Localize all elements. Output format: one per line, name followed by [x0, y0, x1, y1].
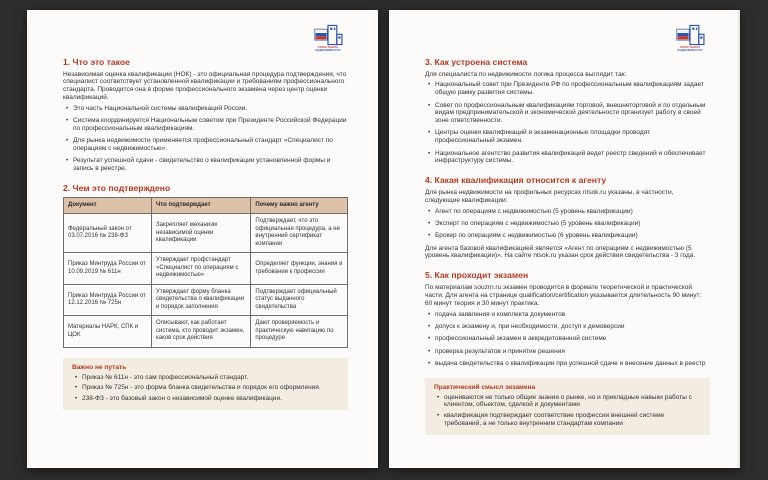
section-4-title: 4. Какая квалификация относится к агенту — [425, 175, 607, 186]
table-cell: Приказ Минтруда России от 12.12.2016 № 725н — [64, 284, 152, 316]
page-left-content — [27, 10, 378, 410]
table-cell: Дают проверяемость и практическую навигацию по процедуре — [251, 316, 348, 348]
union-real-estate-logo-icon — [313, 24, 343, 46]
list-item: • 238-ФЗ - это базовый закон о независимой оценке квалификации. — [72, 395, 339, 403]
section-4-bullets — [425, 208, 710, 240]
table-cell: Подтверждает официальный статус выданного свидетельства — [251, 284, 348, 316]
list-item: • выдача свидетельства о квалификации при успешной сдаче и внесение данных в реестр — [425, 360, 710, 368]
table-cell: Закрепляет механизм независимой оценки квалификации — [152, 214, 251, 253]
logo-line2: НЕДВИЖИМОСТИ — [315, 48, 341, 52]
list-item: • Национальное агентство развития квалификаций ведет реестр сведений и обеспечивает инфраструктуру системы. — [425, 150, 710, 166]
logo-text — [315, 47, 340, 53]
list-item: • Приказ № 725н - это форма бланка свидетельства и порядок его оформления. — [72, 384, 339, 392]
section-4-intro: Для рынка недвижимости на профильных ресурсах ntsok.ru указаны, в частности, следующие квалификации: — [425, 189, 674, 204]
section-1-bullets — [63, 105, 348, 173]
table-cell: Приказ Минтруда России от 10.09.2019 № 611н — [64, 253, 152, 285]
table-cell: Материалы НАРК, СПК и ЦОК — [64, 316, 152, 348]
table-row — [64, 284, 348, 316]
note-bullets — [72, 374, 339, 402]
list-item: • Брокер по операциям с недвижимостью (6 уровень квалификации) — [425, 232, 710, 240]
table-cell: Описывают, как работает система, кто проводит экзамен, каков срок действия — [152, 316, 251, 348]
list-item: • Совет по профессиональным квалификациям торговой, внешнеторговой и по отдельным видам предпринимательской и экономической деятельности организует работу в своей зоне ответственности. — [425, 102, 710, 125]
list-item: • подача заявления и комплекта документов — [425, 311, 710, 319]
table-cell: Определяет функции, знания и требования к профессии — [251, 253, 348, 285]
list-item: • Эксперт по операциям с недвижимостью (5 уровень квалификации) — [425, 220, 710, 228]
page-left — [27, 10, 378, 468]
section-3-bullets — [425, 81, 710, 165]
list-item: • Центры оценки квалификаций и экзаменационные площадки проводят профессиональный экзамен. — [425, 129, 710, 145]
section-5-intro: По материалам souzrn.ru экзамен проводится в формате теоретической и практической части. Для агента на странице qualification/certification указывается длительность 90 минут: 60 минут теория и 30 минут практика. — [425, 284, 702, 307]
table-row — [64, 316, 348, 348]
list-item: • Агент по операциям с недвижимостью (5 уровень квалификации) — [425, 208, 710, 216]
list-item: • оцениваются не только общие знания о рынке, но и прикладные навыки работы с клиентом, объектом, сделкой и документами — [434, 394, 701, 410]
table-cell: Утверждает форму бланка свидетельства о квалификации и порядок заполнения — [152, 284, 251, 316]
table-header-row — [64, 197, 348, 214]
page-right-content — [389, 10, 740, 435]
list-item: • допуск к экзамену и, при необходимости, доступ к демоверсии — [425, 323, 710, 331]
list-item: • квалификация подтверждает соответствие профессии внешней системе требований, а не только внутренним стандартам компании — [434, 412, 701, 428]
list-item: • проверка результатов и принятие решения — [425, 348, 710, 356]
note-bullets — [434, 394, 701, 428]
note-title: Практический смысл экзамена — [434, 383, 536, 391]
list-item: • Для рынка недвижимости применяется профессиональный стандарт «Специалист по операциям с недвижимостью». — [63, 137, 348, 153]
table-row — [64, 253, 348, 285]
list-item: • Это часть Национальной системы квалификаций России. — [63, 105, 348, 113]
page-right — [389, 10, 740, 468]
logo-line1: СОЮЗ РЫНКА — [679, 46, 701, 49]
logo — [670, 24, 710, 53]
list-item: • Национальный совет при Президенте РФ по профессиональным квалификациям задает общую рамку развития системы. — [425, 81, 710, 97]
section-3-intro: Для специалиста по недвижимости логика процесса выглядит так: — [425, 70, 627, 78]
note-title: Важно не путать — [72, 363, 127, 371]
table-header-cell: Документ — [64, 197, 152, 214]
list-item: • Приказ № 611н - это сам профессиональный стандарт. — [72, 374, 339, 382]
section-1-title: 1. Что это такое — [63, 56, 130, 67]
logo-line1: СОЮЗ РЫНКА — [317, 46, 339, 49]
section-2-title: 2. Чем это подтверждено — [63, 182, 171, 193]
practical-note-box — [425, 378, 710, 435]
confirmation-documents-table — [63, 197, 348, 348]
union-real-estate-logo-icon — [675, 24, 705, 46]
important-note-box — [63, 358, 348, 410]
logo-line2: НЕДВИЖИМОСТИ — [677, 48, 703, 52]
list-item: • Результат успешной сдачи - свидетельство о квалификации установленной формы и запись в реестре. — [63, 157, 348, 173]
list-item: • Система координируется Национальным советом при Президенте Российской Федерации по профессиональным квалификациям. — [63, 117, 348, 133]
table-cell: Федеральный закон от 03.07.2016 № 238-ФЗ — [64, 214, 152, 253]
section-4-outro: Для агента базовой квалификацией является «Агент по операциям с недвижимостью (5 уровень квалификации)». На сайте ntsok.ru указан срок действия свидетельства - 3 года. — [425, 244, 696, 260]
table-cell: Утверждает профстандарт «Специалист по операциям с недвижимостью» — [152, 253, 251, 285]
table-header-cell: Что подтверждает — [152, 197, 251, 214]
list-item: • профессиональный экзамен в аккредитованной системе — [425, 335, 710, 343]
section-5-bullets — [425, 311, 710, 368]
logo — [308, 24, 348, 53]
section-1-intro: Независимая оценка квалификации (НОК) - это официальная процедура подтверждения, что специалист соответствует установленной квалификации и требованиям профессионального стандарта. Проводится она в форме профессионального экзамена через центр оценки квалификаций. — [63, 70, 347, 102]
section-3-title: 3. Как устроена система — [425, 56, 528, 67]
logo-text — [677, 47, 702, 53]
table-cell: Подтверждает, что это официальная процедура, а не внутренний сертификат компании — [251, 214, 348, 253]
table-header-cell: Почему важно агенту — [251, 197, 348, 214]
section-5-title: 5. Как проходит экзамен — [425, 270, 529, 281]
table-row — [64, 214, 348, 253]
